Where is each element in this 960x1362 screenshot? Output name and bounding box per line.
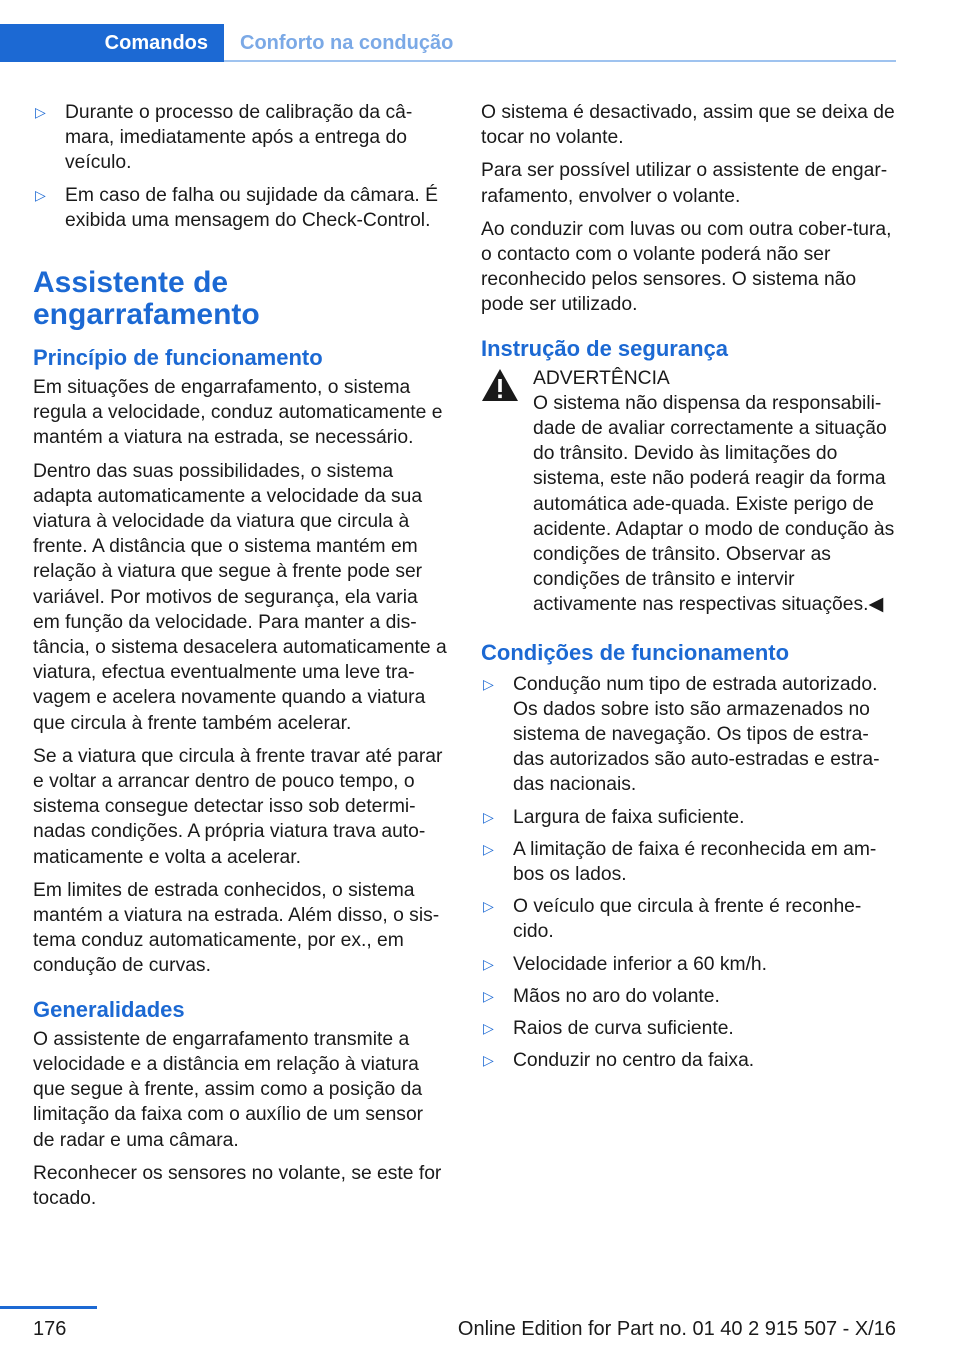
list-item-text: O veículo que circula à frente é reconhe-cido. — [513, 896, 862, 943]
list-item-text: A limitação de faixa é reconhecida em am-bos os lados. — [513, 838, 877, 886]
bullet-triangle-icon: ▷ — [35, 186, 46, 203]
bullet-list — [33, 100, 449, 233]
right-column — [481, 100, 897, 1082]
list-item-text: Condução num tipo de estrada autorizado. Os dados sobre isto são armazenados no sistema de navegação. Os tipos de estra-das autorizados são auto-estradas e estra-das nacionais. — [513, 673, 880, 796]
tab-comandos[interactable]: Comandos — [0, 24, 224, 62]
warning-triangle-icon — [481, 368, 519, 402]
list-item — [481, 952, 897, 977]
footer-rule — [0, 1306, 97, 1309]
header-bar — [0, 0, 960, 62]
footer-edition-text: Online Edition for Part no. 01 40 2 915 507 - X/16 — [457, 1318, 896, 1340]
list-item — [33, 183, 449, 233]
list-item-text: Largura de faixa suficiente. — [513, 806, 745, 828]
subsection-seguranca: Instrução de segurança — [481, 335, 728, 361]
list-item — [481, 984, 897, 1009]
paragraph: Reconhecer os sensores no volante, se este for tocado. — [33, 1162, 442, 1209]
warning-title: ADVERTÊNCIA — [533, 367, 670, 389]
list-item-text: Velocidade inferior a 60 km/h. — [513, 953, 768, 975]
bullet-triangle-icon: ▷ — [35, 104, 46, 120]
bullet-triangle-icon: ▷ — [483, 840, 494, 857]
paragraph: Dentro das suas possibilidades, o sistema adapta automaticamente a velocidade da sua viatura à velocidade da viatura que circula à frente. A distância que o sistema mantém em relação à viatura que segue à frente pode ser variável. Por motivos de segurança, ela varia em função da velocidade. Para manter a dis-tância, o sistema desacelera automaticamente a viatura, efectua eventualmente uma leve tra-vagem e acelera novamente quando a viatura que circula à frente também acelerar. — [33, 460, 447, 734]
bullet-triangle-icon: ▷ — [483, 675, 494, 692]
paragraph: Em situações de engarrafamento, o sistema regula a velocidade, conduz automaticamente e mantém a viatura na estrada, se necessário. — [33, 377, 443, 449]
bullet-triangle-icon: ▷ — [483, 1020, 494, 1037]
paragraph: Para ser possível utilizar o assistente de engar-rafamento, envolver o volante. — [481, 160, 888, 207]
paragraph: Ao conduzir com luvas ou com outra cober-tura, o contacto com o volante poderá não ser reconhecido pelos sensores. O sistema não pode ser utilizado. — [481, 218, 892, 316]
list-item-text: Raios de curva suficiente. — [513, 1018, 734, 1040]
list-item-text: Mãos no aro do volante. — [513, 985, 720, 1007]
bullet-list — [481, 672, 897, 1074]
paragraph: O sistema é desactivado, assim que se deixa de tocar no volante. — [481, 102, 895, 149]
subsection-condicoes: Condições de funcionamento — [481, 639, 790, 665]
list-item — [33, 100, 449, 176]
bullet-triangle-icon: ▷ — [483, 955, 494, 972]
page-number: 176 — [33, 1318, 67, 1340]
list-item — [481, 1016, 897, 1041]
list-item-text: Em caso de falha ou sujidade da câmara. É exibida uma mensagem do Check-Control. — [65, 184, 438, 231]
list-item — [481, 805, 897, 830]
list-item — [481, 1048, 897, 1073]
list-item — [481, 837, 897, 887]
paragraph: O assistente de engarrafamento transmite a velocidade e a distância em relação à viatura que segue à frente, assim como a posição da limitação da faixa com o auxílio de um sensor de radar e uma câmara. — [33, 1028, 424, 1151]
header-divider — [224, 60, 896, 62]
warning-block — [481, 366, 897, 618]
list-item — [481, 894, 897, 944]
left-column — [33, 100, 449, 1219]
tab-conforto-na-conducao[interactable]: Conforto na condução — [240, 31, 454, 54]
bullet-triangle-icon: ▷ — [483, 898, 494, 915]
paragraph: Em limites de estrada conhecidos, o sistema mantém a viatura na estrada. Além disso, o sis-tema conduz automaticamente, por ex., em condução de curvas. — [33, 879, 440, 977]
bullet-triangle-icon: ▷ — [483, 1052, 494, 1069]
paragraph: Se a viatura que circula à frente travar até parar e voltar a arrancar dentro de pouco tempo, o sistema consegue detectar isso sob determi-nadas condições. A própria viatura trava auto-maticamente e volta a acelerar. — [33, 745, 443, 868]
warning-text: O sistema não dispensa da responsabili-dade de avaliar correctamente a situação do trânsito. Devido às limitações do sistema, este não poderá reagir da forma automática ade-quada. Existe perigo de acidente. Adaptar o modo de condução às condições de trânsito. Observar as condições de trânsito e intervir activamente nas respectivas situações.◀ — [533, 392, 895, 616]
bullet-triangle-icon: ▷ — [483, 808, 494, 825]
bullet-triangle-icon: ▷ — [483, 987, 494, 1004]
subsection-generalidades: Generalidades — [33, 996, 185, 1022]
subsection-principio: Princípio de funcionamento — [33, 345, 323, 371]
list-item-text: Conduzir no centro da faixa. — [513, 1050, 755, 1072]
list-item-text: Durante o processo de calibração da câ-mara, imediatamente após a entrega do veículo. — [65, 102, 413, 174]
section-title: Assistente de engarrafamento — [33, 266, 260, 332]
list-item — [481, 672, 897, 798]
